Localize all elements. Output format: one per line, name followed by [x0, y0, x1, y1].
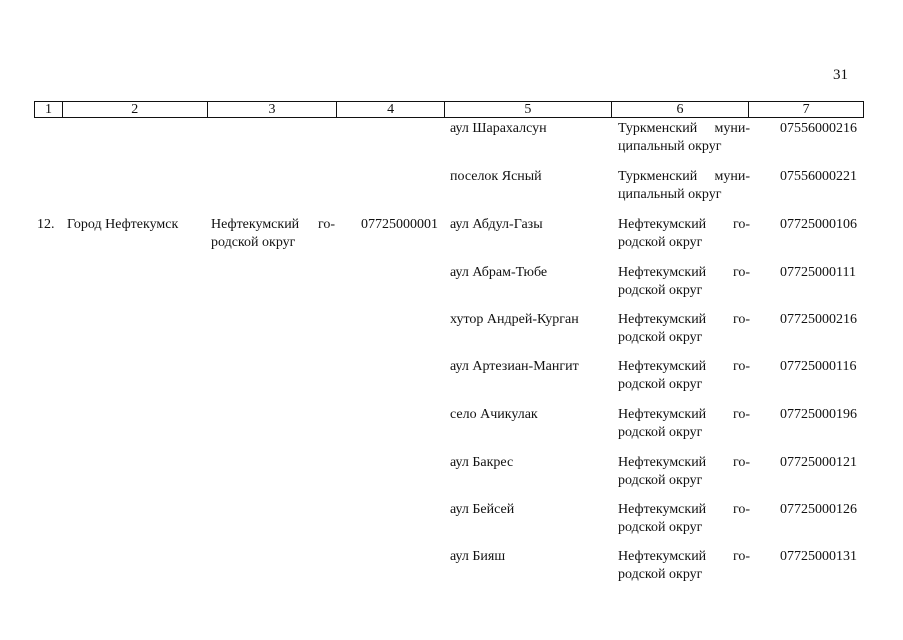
municipality-cell-6: [618, 311, 750, 347]
code-cell-7: 07725000121: [780, 455, 857, 470]
settlement-cell: аул Абдул-Газы: [450, 217, 543, 232]
municipality-line: родской округ: [618, 567, 703, 582]
settlement-cell: аул Артезиан-Мангит: [450, 359, 579, 374]
municipality-line: Нефтекумский го-: [211, 217, 335, 232]
municipality-line: Нефтекумский го-: [618, 265, 750, 280]
code-cell-7: 07725000216: [780, 312, 857, 327]
header-cell-3: 3: [208, 102, 338, 117]
code-cell-7: 07725000126: [780, 502, 857, 517]
municipality-cell-6: [618, 264, 750, 300]
municipality-line: Нефтекумский го-: [618, 502, 750, 517]
settlement-cell: село Ачикулак: [450, 407, 538, 422]
settlement-cell: аул Бакрес: [450, 455, 514, 470]
municipality-line: Туркменский муни-: [618, 121, 750, 136]
municipality-line: родской округ: [618, 425, 703, 440]
settlement-cell: поселок Ясный: [450, 169, 542, 184]
municipality-line: родской округ: [618, 473, 703, 488]
table-header-row: [34, 101, 864, 118]
code-cell-7: 07725000106: [780, 217, 857, 232]
municipality-line: ципальный округ: [618, 139, 722, 154]
code-cell-7: 07556000221: [780, 169, 857, 184]
settlement-cell: аул Бияш: [450, 549, 506, 564]
settlement-cell: аул Бейсей: [450, 502, 515, 517]
code-cell-7: 07725000111: [780, 265, 856, 280]
code-cell-7: 07556000216: [780, 121, 857, 136]
municipality-line: Нефтекумский го-: [618, 359, 750, 374]
municipality-line: Нефтекумский го-: [618, 549, 750, 564]
municipality-line: родской округ: [618, 377, 703, 392]
municipality-cell-6: [618, 501, 750, 537]
header-cell-7: 7: [802, 101, 810, 117]
header-cell-6: 6: [612, 102, 750, 117]
settlement-cell: аул Шарахалсун: [450, 121, 547, 136]
header-cell-4: 4: [337, 102, 445, 117]
code-cell-4: 07725000001: [361, 217, 438, 232]
row-number-cell: 12.: [37, 217, 55, 232]
municipality-line: ципальный округ: [618, 187, 722, 202]
municipality-line: Нефтекумский го-: [618, 217, 750, 232]
municipality-cell-6: [618, 548, 750, 584]
page-number: 31: [833, 67, 848, 83]
municipality-line: родской округ: [618, 235, 703, 250]
municipality-cell-3: [211, 216, 335, 252]
municipality-line: родской округ: [618, 330, 703, 345]
settlement-cell: хутор Андрей-Курган: [450, 312, 579, 327]
city-cell: Город Нефтекумск: [67, 217, 179, 232]
code-cell-7: 07725000196: [780, 407, 857, 422]
municipality-cell-6: [618, 216, 750, 252]
municipality-cell-6: [618, 454, 750, 490]
municipality-line: Нефтекумский го-: [618, 455, 750, 470]
municipality-line: Нефтекумский го-: [618, 407, 750, 422]
municipality-cell-6: [618, 120, 750, 156]
header-cell-1: 1: [35, 102, 63, 117]
municipality-line: родской округ: [618, 283, 703, 298]
municipality-line: родской округ: [211, 235, 296, 250]
municipality-cell-6: [618, 406, 750, 442]
settlement-cell: аул Абрам-Тюбе: [450, 265, 548, 280]
municipality-line: Туркменский муни-: [618, 169, 750, 184]
code-cell-7: 07725000131: [780, 549, 857, 564]
header-cell-2: 2: [63, 102, 208, 117]
municipality-cell-6: [618, 358, 750, 394]
municipality-cell-6: [618, 168, 750, 204]
municipality-line: Нефтекумский го-: [618, 312, 750, 327]
code-cell-7: 07725000116: [780, 359, 857, 374]
municipality-line: родской округ: [618, 520, 703, 535]
header-cell-5: 5: [445, 102, 612, 117]
